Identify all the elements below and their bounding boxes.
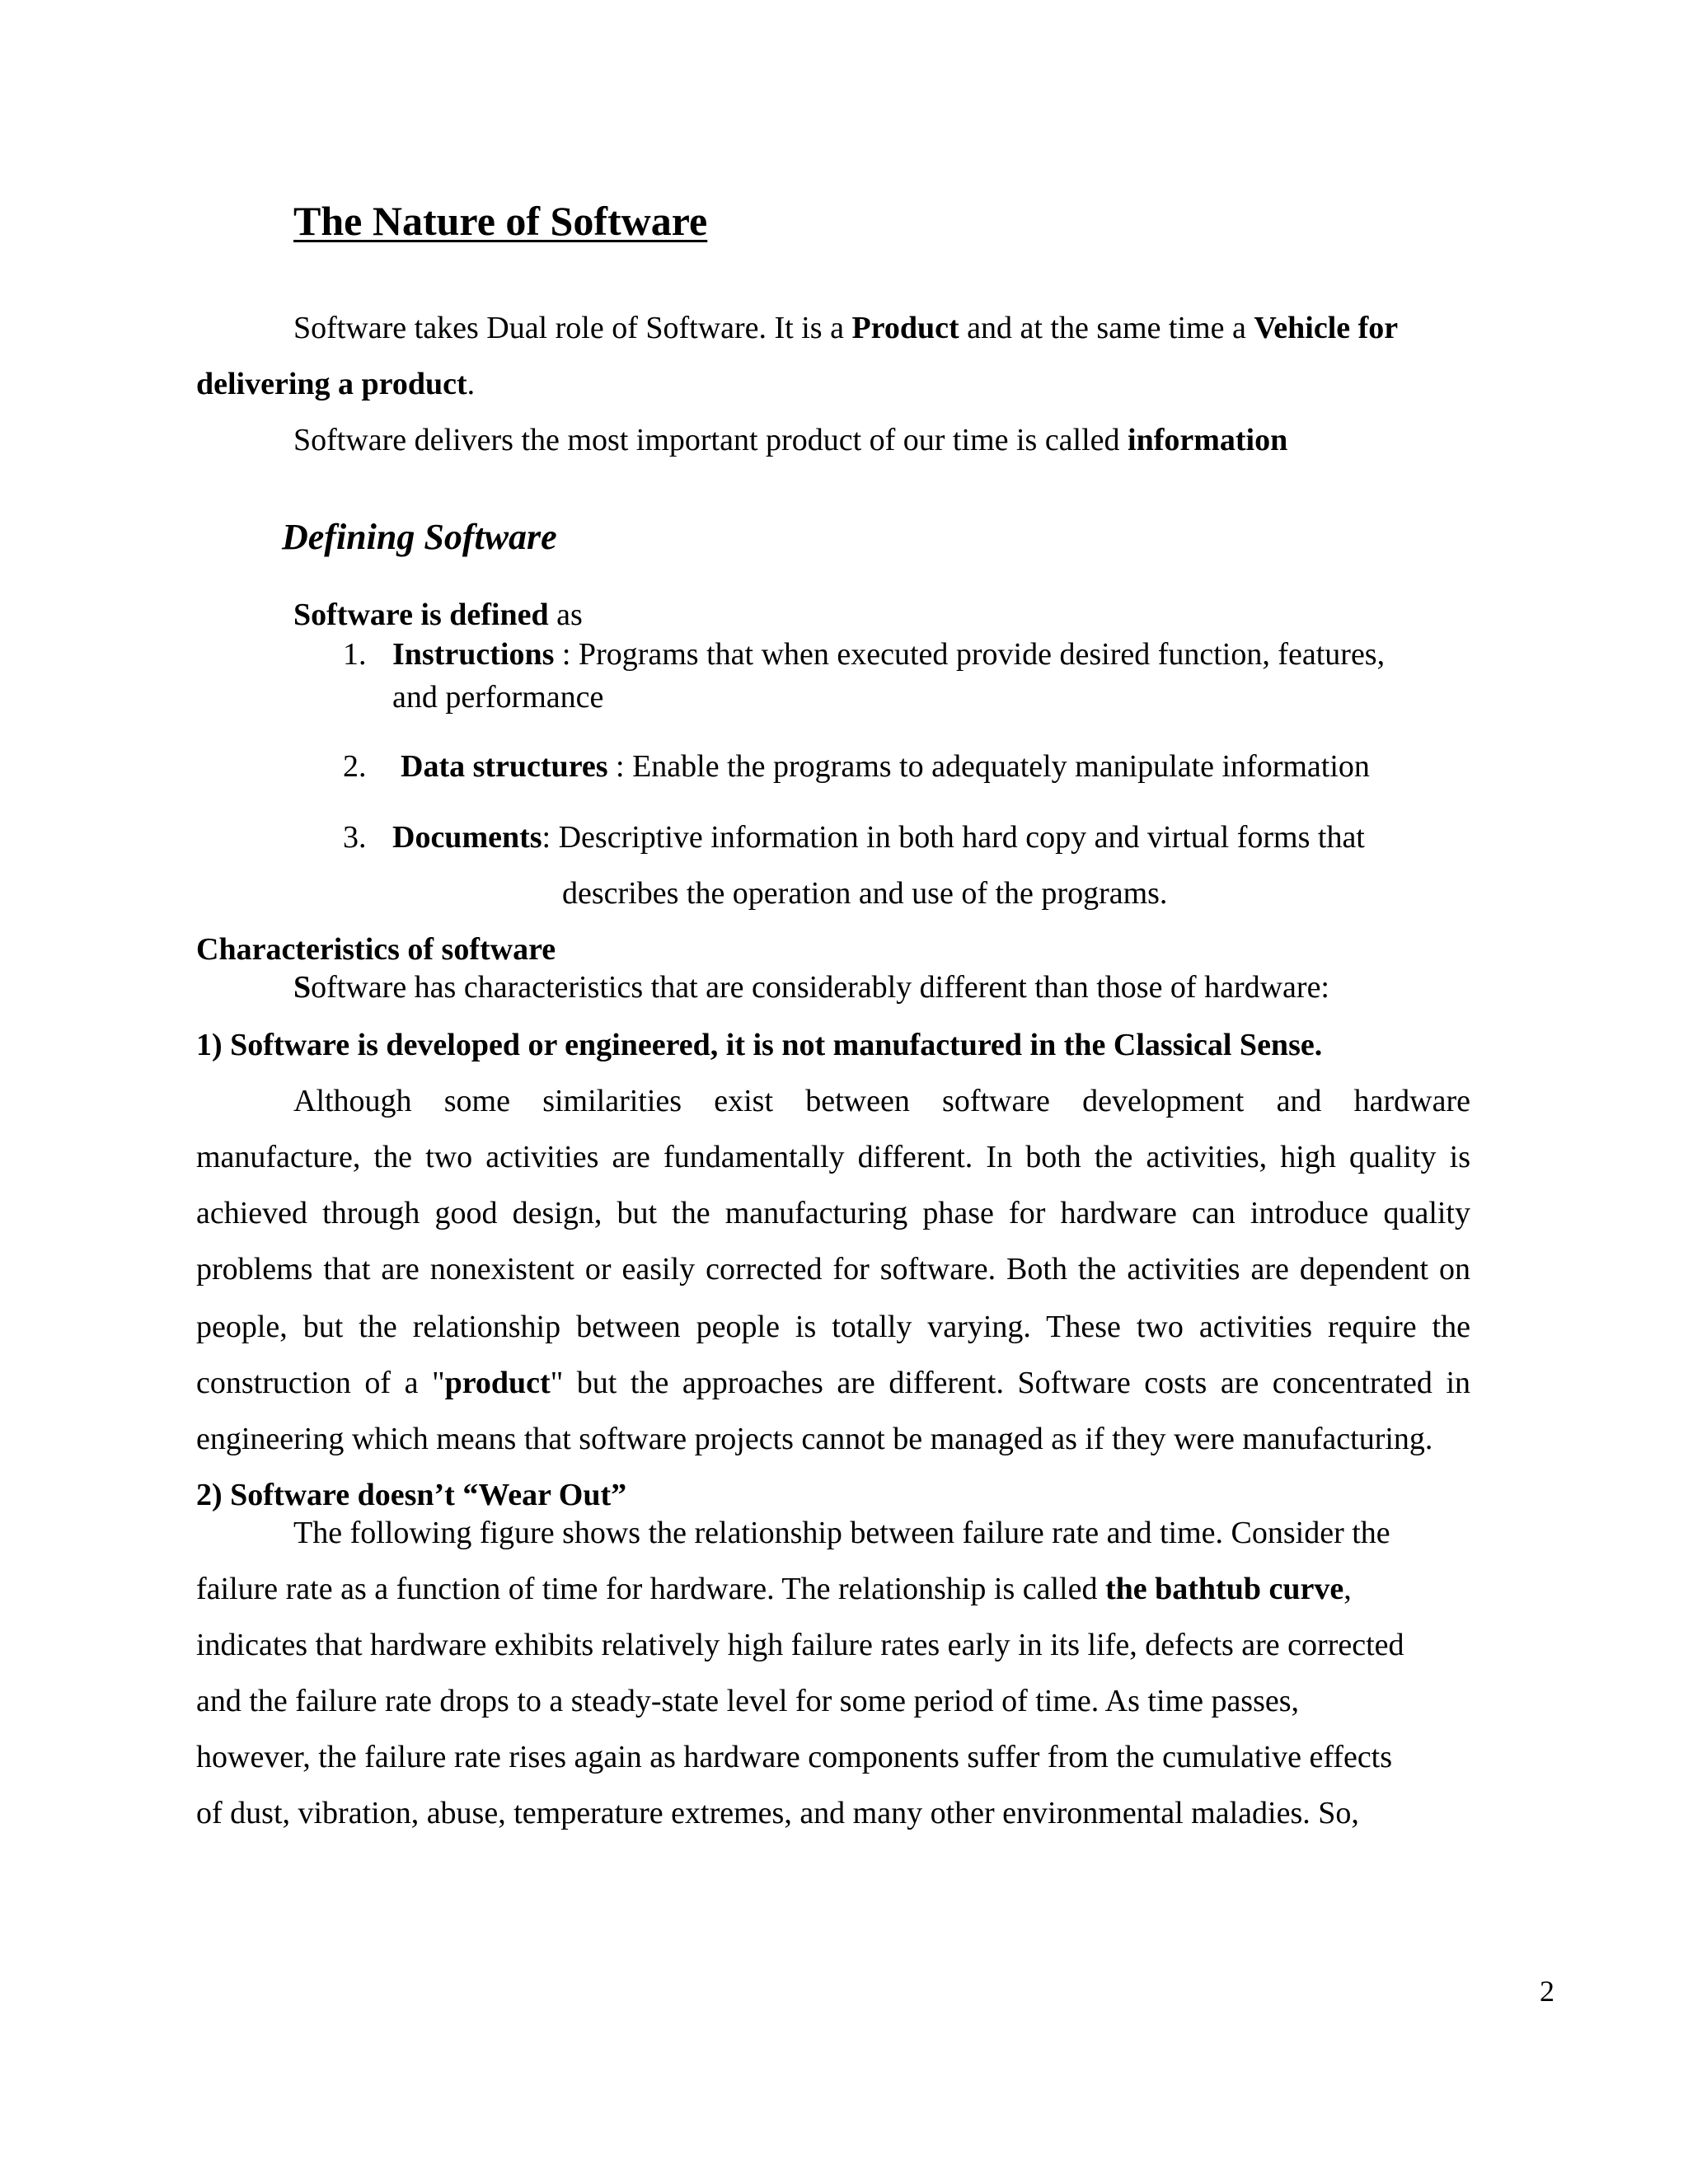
list-item-number: 3.	[343, 820, 367, 855]
list-item-continuation: describes the operation and use of the programs.	[562, 876, 1168, 911]
paragraph-line: engineering which means that software projects cannot be managed as if they were manufacturing.	[196, 1422, 1433, 1456]
point-1-heading: 1) Software is developed or engineered, it is not manufactured in the Classical Sense.	[196, 1028, 1323, 1062]
characteristics-intro	[293, 968, 1329, 1007]
paragraph-line: of dust, vibration, abuse, temperature extremes, and many other environmental maladies. So,	[196, 1796, 1359, 1830]
paragraph-line: problems that are nonexistent or easily corrected for software. Both the activities are dependent on	[196, 1252, 1470, 1286]
paragraph-line: however, the failure rate rises again as hardware components suffer from the cumulative effects	[196, 1740, 1393, 1774]
intro-bold-vehicle: Vehicle for	[1254, 311, 1399, 345]
intro-bold-product: Product	[851, 311, 959, 345]
intro-line-1	[293, 308, 1398, 348]
characteristics-intro-text: oftware has characteristics that are considerably different than those of hardware:	[311, 970, 1329, 1005]
paragraph-line: indicates that hardware exhibits relatively high failure rates early in its life, defects are corrected	[196, 1628, 1404, 1662]
list-item-text: : Programs that when executed provide desired function, features,	[554, 637, 1386, 672]
paragraph-bold-product: product	[444, 1366, 551, 1400]
point-2-heading: 2) Software doesn’t “Wear Out”	[196, 1478, 627, 1512]
paragraph-line	[196, 1569, 1352, 1609]
page-title: The Nature of Software	[293, 198, 708, 244]
list-item-number: 2.	[343, 749, 367, 784]
intro-text: and at the same time a	[959, 311, 1254, 345]
page-number: 2	[1540, 1975, 1554, 2008]
intro-bold-delivering: delivering a product	[196, 367, 467, 401]
list-item-term: Documents	[392, 820, 542, 855]
paragraph-text: failure rate as a function of time for hardware. The relationship is called	[196, 1572, 1105, 1606]
intro-bold-information: information	[1128, 423, 1288, 457]
paragraph-line: The following figure shows the relationship between failure rate and time. Consider the	[293, 1516, 1390, 1550]
section-heading-characteristics: Characteristics of software	[196, 932, 556, 967]
intro-text: Software delivers the most important product of our time is called	[293, 423, 1128, 457]
paragraph-text: construction of a "	[196, 1366, 445, 1400]
intro-line-2	[196, 364, 475, 404]
paragraph-line: people, but the relationship between people is totally varying. These two activities require the	[196, 1310, 1470, 1344]
list-item	[392, 635, 1385, 674]
defining-lead-bold: Software is defined	[293, 598, 549, 632]
intro-text: Software takes Dual role of Software. It is a	[293, 311, 852, 345]
defining-lead-text: as	[548, 598, 583, 632]
paragraph-bold-bathtub-curve: the bathtub curve	[1104, 1572, 1344, 1606]
list-item-text: : Enable the programs to adequately manipulate information	[607, 749, 1370, 784]
defining-lead	[293, 595, 583, 635]
list-item-term: Data structures	[401, 749, 608, 784]
paragraph-text: " but the approaches are different. Software costs are concentrated in	[550, 1366, 1470, 1400]
paragraph-line: and the failure rate drops to a steady-state level for some period of time. As time passes,	[196, 1684, 1300, 1718]
intro-text: .	[467, 367, 476, 401]
paragraph-line: achieved through good design, but the manufacturing phase for hardware can introduce quality	[196, 1196, 1470, 1230]
section-heading-defining-software: Defining Software	[282, 517, 557, 557]
paragraph-line: Although some similarities exist between software development and hardware	[293, 1084, 1470, 1118]
list-item-continuation: and performance	[392, 680, 604, 715]
list-item-number: 1.	[343, 637, 367, 672]
list-item-text: : Descriptive information in both hard copy and virtual forms that	[542, 820, 1365, 855]
list-item-term: Instructions	[392, 637, 555, 672]
list-item	[401, 747, 1370, 786]
paragraph-line: manufacture, the two activities are fundamentally different. In both the activities, high quality is	[196, 1140, 1470, 1174]
intro-line-3	[293, 420, 1287, 460]
characteristics-intro-initial: S	[293, 970, 312, 1005]
paragraph-line	[196, 1363, 1470, 1403]
list-item	[392, 818, 1365, 857]
paragraph-text: ,	[1343, 1572, 1352, 1606]
